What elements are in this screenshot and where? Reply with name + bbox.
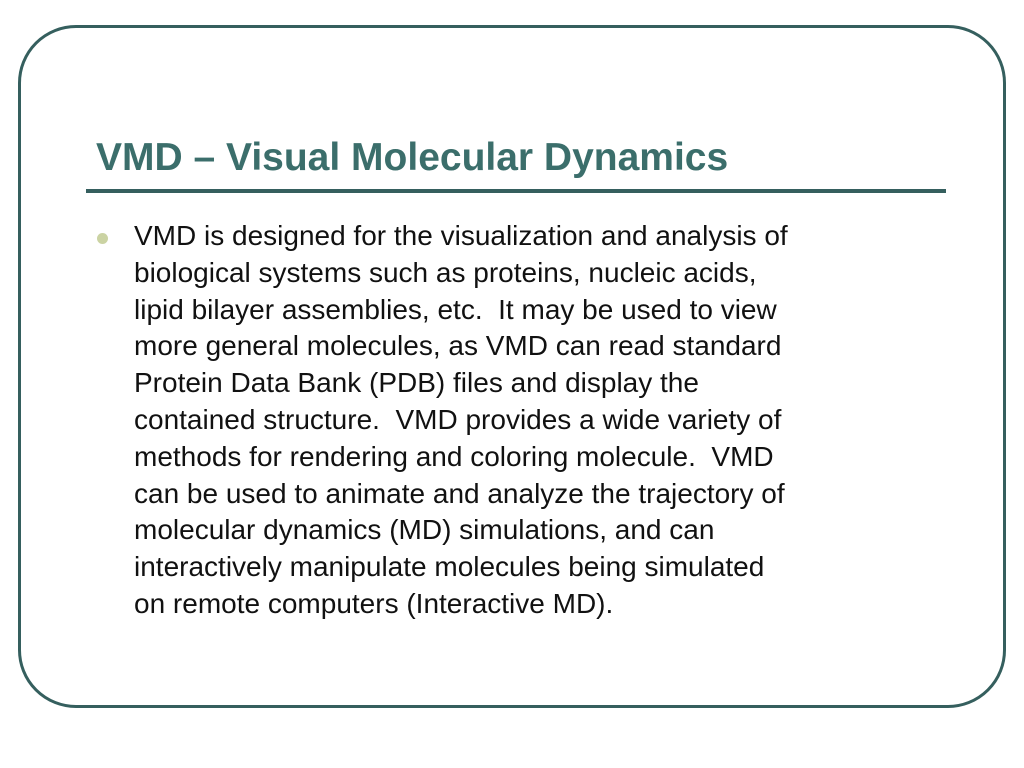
bullet-line: VMD is designed for the visualization and analysis of — [134, 220, 788, 251]
bullet-line: contained structure. VMD provides a wide variety of — [134, 403, 782, 435]
bullet-line: Protein Data Bank (PDB) files and display the — [134, 367, 699, 399]
bullet-line: more general molecules, as VMD can read standard — [134, 330, 782, 362]
bullet-line: molecular dynamics (MD) simulations, and can — [134, 514, 715, 546]
bullet-paragraph — [134, 218, 944, 623]
bullet-line: on remote computers (Interactive MD). — [134, 587, 614, 619]
bullet-line: interactively manipulate molecules being simulated — [134, 551, 765, 583]
bullet-line: methods for rendering and coloring molecule. VMD — [134, 440, 774, 472]
title-underline — [86, 189, 946, 193]
bullet-dot-icon — [97, 233, 108, 244]
bullet-line: biological systems such as proteins, nucleic acids, — [134, 256, 757, 288]
bullet-line: can be used to animate and analyze the trajectory of — [134, 477, 785, 509]
slide-title: VMD – Visual Molecular Dynamics — [96, 136, 729, 179]
bullet-line: lipid bilayer assemblies, etc. It may be used to view — [134, 293, 777, 325]
